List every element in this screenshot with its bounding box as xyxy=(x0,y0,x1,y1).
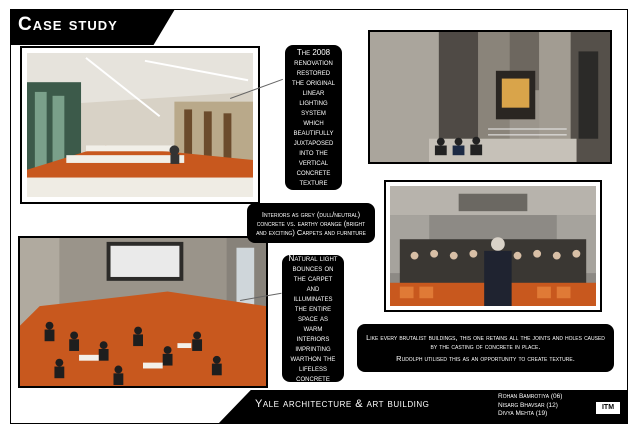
library-interior-photo xyxy=(20,46,260,204)
page-title: Case study xyxy=(18,14,118,35)
renovation-callout-text: The 2008 renovation restored the original linear lighting system which beautifully juxtaposed into the vertical concrete texture xyxy=(292,47,335,187)
lecture-hall-photo xyxy=(384,180,602,312)
exterior-entrance-photo xyxy=(368,30,612,164)
brutalist-callout-line2: Rudolph utilised this as an opportunity to create texture. xyxy=(396,353,575,363)
building-name: Yale architecture & art building xyxy=(255,398,430,410)
brutalist-callout-line1: Like every brutalist buildings, this one retains all the joints and holes caused by the casting of concrete in place. xyxy=(366,332,605,352)
brutalist-callout xyxy=(357,324,614,372)
author-1: Rohan Bamrotiya (06) xyxy=(498,393,563,400)
studio-crowd-photo xyxy=(18,236,268,388)
itm-logo: ITM xyxy=(596,402,620,414)
renovation-callout xyxy=(285,45,342,190)
authors-list xyxy=(498,393,562,419)
natural-light-callout xyxy=(282,255,344,382)
natural-light-callout-text: Natural light bounces on the carpet and illuminates the entire space as warm interiors imprinting warthon the lifeless concrete xyxy=(288,253,338,383)
interiors-callout-text: Interiors as grey (dull/neutral) concrete vs. earthy orange (bright and exciting) Carpets and furniture xyxy=(256,209,366,237)
interiors-callout xyxy=(247,203,375,243)
author-3: Divya Mehta (19) xyxy=(498,410,548,417)
author-2: Nisarg Bhavsar (12) xyxy=(498,401,558,409)
